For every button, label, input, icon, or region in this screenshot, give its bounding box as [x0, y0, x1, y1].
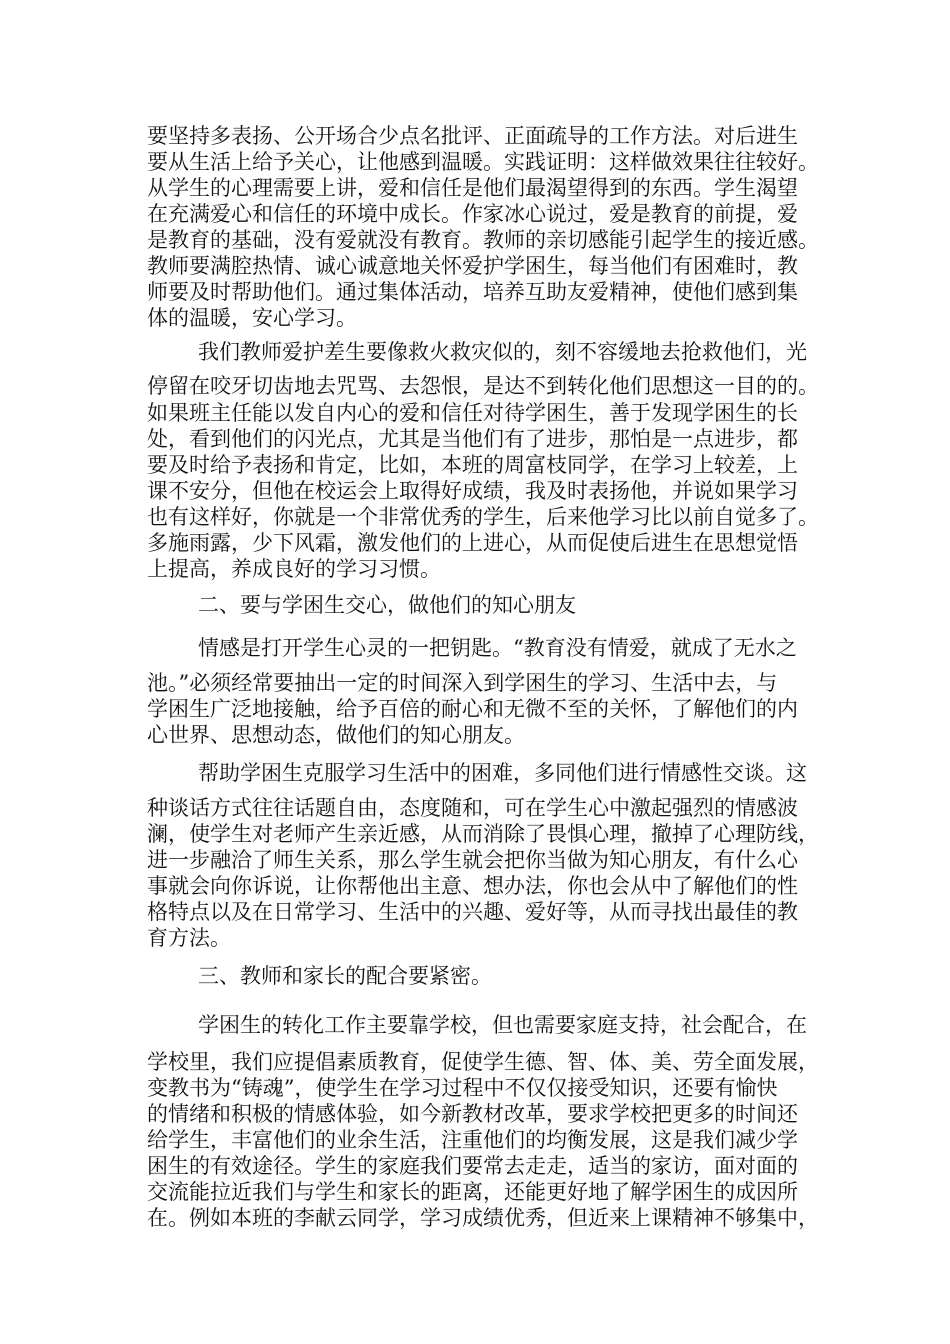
- text-line: 体的温暖，安心学习。: [147, 306, 357, 330]
- text-line: 学困生的转化工作主要靠学校，但也需要家庭支持，社会配合，在: [198, 1013, 807, 1037]
- section-heading: 三、教师和家长的配合要紧密。: [198, 964, 492, 988]
- text-line: 学校里，我们应提倡素质教育，促使学生德、智、体、美、劳全面发展，: [147, 1050, 819, 1074]
- text-line: 帮助学困生克服学习生活中的困难，多同他们进行情感性交谈。这: [198, 761, 807, 785]
- text-line: 格特点以及在日常学习、生活中的兴趣、爱好等，从而寻找出最佳的教: [147, 900, 798, 924]
- text-line: 困生的有效途径。学生的家庭我们要常去走走，适当的家访，面对面的: [147, 1154, 798, 1178]
- text-line: 池。”必须经常要抽出一定的时间深入到学困生的学习、生活中去，与: [147, 671, 778, 695]
- text-line: 从学生的心理需要上讲，爱和信任是他们最渴望得到的东西。学生渴望: [147, 176, 798, 200]
- text-line: 澜，使学生对老师产生亲近感，从而消除了畏惧心理，撤掉了心理防线，: [147, 822, 819, 846]
- text-line: 处，看到他们的闪光点，尤其是当他们有了进步，那怕是一点进步，都: [147, 427, 798, 451]
- text-line: 进一步融洽了师生关系，那么学生就会把你当做为知心朋友，有什么心: [147, 848, 798, 872]
- text-line: 给学生，丰富他们的业余生活，注重他们的均衡发展，这是我们减少学: [147, 1128, 798, 1152]
- text-line: 心世界、思想动态，做他们的知心朋友。: [147, 723, 525, 747]
- section-heading: 二、要与学困生交心，做他们的知心朋友: [198, 593, 576, 617]
- text-line: 要从生活上给予关心，让他感到温暖。实践证明：这样做效果往往较好。: [147, 150, 819, 174]
- text-line: 要坚持多表扬、公开场合少点名批评、正面疏导的工作方法。对后进生: [147, 124, 798, 148]
- text-line: 停留在咬牙切齿地去咒骂、去怨恨，是达不到转化他们思想这一目的的。: [147, 374, 819, 398]
- text-line: 也有这样好，你就是一个非常优秀的学生，后来他学习比以前自觉多了。: [147, 505, 819, 529]
- text-line: 在。例如本班的李献云同学，学习成绩优秀，但近来上课精神不够集中，: [147, 1206, 819, 1230]
- text-line: 课不安分，但他在校运会上取得好成绩，我及时表扬他，并说如果学习: [147, 479, 798, 503]
- text-line: 要及时给予表扬和肯定，比如，本班的周富枝同学，在学习上较差，上: [147, 453, 798, 477]
- text-line: 如果班主任能以发自内心的爱和信任对待学困生，善于发现学困生的长: [147, 401, 798, 425]
- text-line: 种谈话方式往往话题自由，态度随和，可在学生心中激起强烈的情感波: [147, 796, 798, 820]
- text-line: 我们教师爱护差生要像救火救灾似的，刻不容缓地去抢救他们，光: [198, 340, 807, 364]
- text-line: 是教育的基础，没有爱就没有教育。教师的亲切感能引起学生的接近感。: [147, 228, 819, 252]
- text-line: 教师要满腔热情、诚心诚意地关怀爱护学困生，每当他们有困难时，教: [147, 254, 798, 278]
- text-line: 上提高，养成良好的学习习惯。: [147, 557, 441, 581]
- text-line: 交流能拉近我们与学生和家长的距离，还能更好地了解学困生的成因所: [147, 1180, 798, 1204]
- text-line: 育方法。: [147, 926, 231, 950]
- text-line: 事就会向你诉说，让你帮他出主意、想办法，你也会从中了解他们的性: [147, 874, 798, 898]
- text-line: 师要及时帮助他们。通过集体活动，培养互助友爱精神，使他们感到集: [147, 280, 798, 304]
- text-line: 的情绪和积极的情感体验，如今新教材改革，要求学校把更多的时间还: [147, 1102, 798, 1126]
- text-line: 学困生广泛地接触，给予百倍的耐心和无微不至的关怀，了解他们的内: [147, 697, 798, 721]
- text-line: 情感是打开学生心灵的一把钥匙。“教育没有情爱，就成了无水之: [198, 636, 797, 660]
- text-line: 变教书为“铸魂”，使学生在学习过程中不仅仅接受知识，还要有愉快: [147, 1076, 778, 1100]
- text-line: 在充满爱心和信任的环境中成长。作家冰心说过，爱是教育的前提，爱: [147, 202, 798, 226]
- text-line: 多施雨露，少下风霜，激发他们的上进心，从而促使后进生在思想觉悟: [147, 531, 798, 555]
